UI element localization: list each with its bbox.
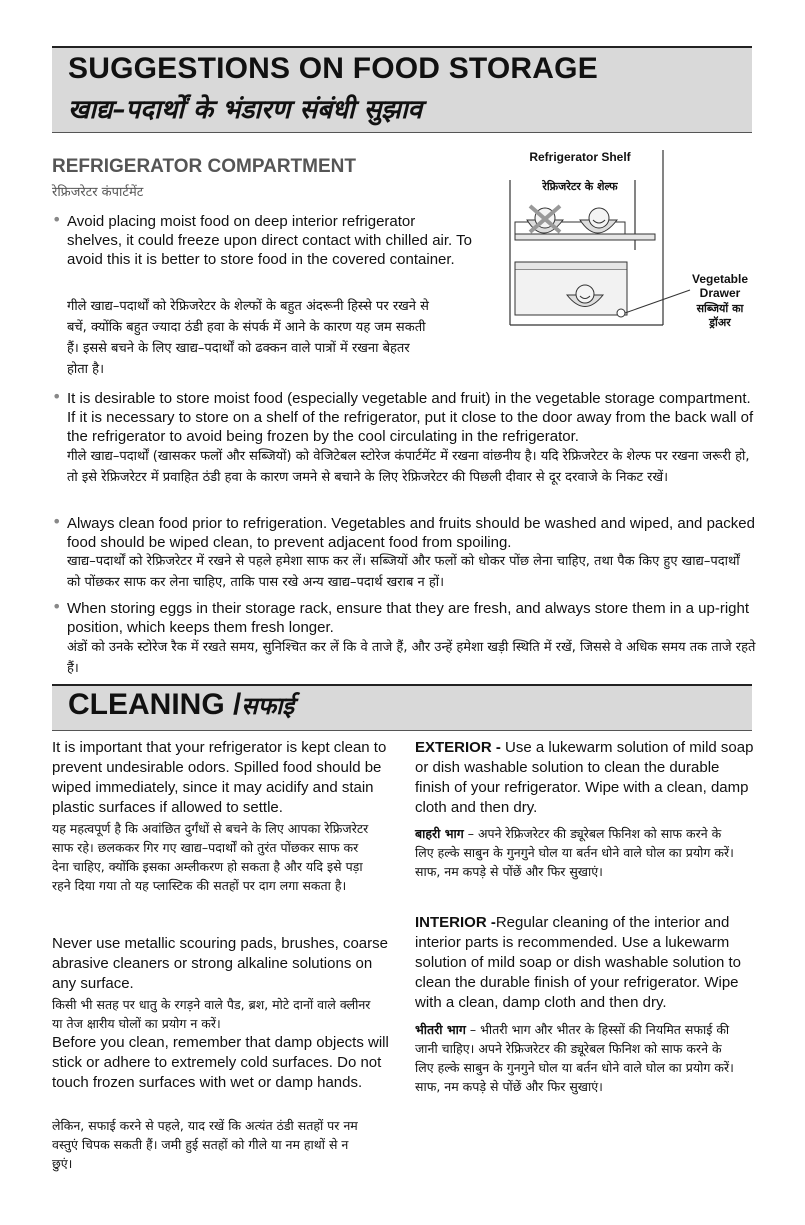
- bullet-2-text: It is desirable to store moist food (especially vegetable and fruit) in the vegetable storage compartment. If it is necessary to store on a shelf of the refrigerator, put it close to the door away from the back wall of the refrigerator to avoid being frozen by the cool circulating in the refrigerator.: [67, 390, 754, 445]
- exterior-text-hindi: – अपने रेफ्रिजरेटर की ड्यूरेबल फिनिश को साफ करने के लिए हल्के साबुन के गुनगुने घोल या बर्तन धोने वाले घोल का प्रयोग करें। साफ, नम कपड़े से पोंछें और फिर सुखाएं।: [415, 826, 734, 879]
- interior-heading: INTERIOR -: [415, 914, 496, 931]
- cleaning-title-hindi: सफाई: [241, 692, 295, 720]
- section-title-hindi: रेफ्रिजरेटर कंपार्टमेंट: [52, 185, 144, 200]
- exterior-heading: EXTERIOR -: [415, 739, 501, 756]
- page-title: SUGGESTIONS ON FOOD STORAGE: [68, 52, 598, 85]
- interior-text: Regular cleaning of the interior and interior parts is recommended. Use a lukewarm solution of mild soap or dish washable solution to clean the durable finish of your refrigerator. Wipe with a clean, damp cloth and then dry.: [415, 914, 742, 1011]
- interior-cleaning-hindi: [415, 1020, 735, 1096]
- food-bowl-icon: [527, 206, 563, 233]
- food-storage-banner: [52, 46, 752, 133]
- bullet-marker: •: [52, 210, 62, 229]
- bullet-marker: •: [52, 387, 62, 406]
- bullet-3-text-hindi: खाद्य–पदार्थों को रेफ्रिजरेटर में रखने से पहले हमेशा साफ कर लें। सब्जियों और फलों को धोकर पोंछ लेना चाहिए, तथा पैक किए हुए खाद्य–पदार्थों को पोंछकर साफ कर लेना चाहिए, ताकि पास रखे अन्य खाद्य–पदार्थ खराब न हों।: [67, 554, 740, 590]
- cleaning-intro-hindi: यह महत्वपूर्ण है कि अवांछित दुर्गंधों से बचने के लिए आपका रेफ्रिजरेटर साफ रहे। छलककर गिर गए खाद्य–पदार्थों को तुरंत पोंछकर साफ कर देना चाहिए, क्योंकि इसका अम्लीकरण हो सकता है और यदि इसे पड़ा रहने दिया गया तो यह प्लास्टिक की सतहों पर दाग लगा सकता है।: [52, 821, 369, 893]
- cleaning-banner: [52, 684, 752, 731]
- frozen-surface-warning: Before you clean, remember that damp objects will stick or adhere to extremely cold surfaces. Do not touch frozen surfaces with wet or damp hands.: [52, 1034, 389, 1091]
- drawer-label: Vegetable Drawer: [691, 272, 749, 300]
- interior-text-hindi: – भीतरी भाग और भीतर के हिस्सों की नियमित सफाई की जानी चाहिए। अपने रेफ्रिजरेटर की ड्यूरेबल फिनिश को साफ करने के लिए हल्के साबुन के गुनगुने घोल या बर्तन धोने वाले घोल का प्रयोग करें। साफ, नम कपड़े से पोंछें और फिर सुखाएं।: [415, 1022, 734, 1094]
- shelf-label-hindi: रेफ्रिजरेटर के शेल्फ: [542, 180, 618, 193]
- exterior-cleaning-hindi: [415, 824, 735, 881]
- bullet-4-text-hindi: अंडों को उनके स्टोरेज रैक में रखते समय, सुनिश्चित कर लें कि वे ताजे हैं, और उन्हें हमेशा खड़ी स्थिति में रखें, जिससे वे अधिक समय तक ताजे रहते हैं।: [67, 640, 756, 676]
- bullet-2-text-hindi: गीले खाद्य–पदार्थों (खासकर फलों और सब्जियों) को वेजिटेबल स्टोरेज कंपार्टमेंट में रखना वांछनीय है। यदि रेफ्रिजरेटर के शेल्फ पर रखना जरूरी हो, तो इसे रेफ्रिजरेटर में प्रवाहित ठंडी हवा के कारण जमने से बचाने के लिए रेफ्रिजरेटर की पिछली दीवार से दूर दरवाजे के निकट रखें।: [67, 449, 750, 485]
- drawer-label-hindi: सब्जियों का ड्रॉअर: [696, 302, 744, 329]
- exterior-text: Use a lukewarm solution of mild soap or dish washable solution to clean the durable finish of your refrigerator. Wipe with a clean, damp cloth and then dry.: [415, 739, 754, 816]
- exterior-heading-hindi: बाहरी भाग: [415, 826, 464, 841]
- bullet-1-text: Avoid placing moist food on deep interior refrigerator shelves, it could freeze upon direct contact with chilled air. To avoid this it is better to store food in the covered container.: [67, 213, 472, 268]
- interior-heading-hindi: भीतरी भाग: [415, 1022, 466, 1037]
- frozen-surface-warning-hindi: लेकिन, सफाई करने से पहले, याद रखें कि अत्यंत ठंडी सतहों पर नम वस्तुएं चिपक सकती हैं। जमी हुई सतहों को गीले या नम हाथों से न छुएं।: [52, 1118, 358, 1171]
- cleaning-intro: It is important that your refrigerator is kept clean to prevent undesirable odors. Spilled food should be wiped immediately, since it may acidify and stain plastic surfaces if allowed to settle.: [52, 739, 387, 816]
- bullet-4-text: When storing eggs in their storage rack, ensure that they are fresh, and always store them in a up-right position, which keeps them fresh longer.: [67, 600, 750, 636]
- exterior-cleaning: [415, 738, 755, 818]
- cleaning-title-en: CLEANING /: [68, 688, 242, 721]
- scouring-warning-hindi: किसी भी सतह पर धातु के रगड़ने वाले पैड, ब्रश, मोटे दानों वाले क्लीनर या तेज क्षारीय घोलों का प्रयोग न करें।: [52, 997, 371, 1031]
- bullet-marker: •: [52, 597, 62, 616]
- page-title-hindi: खाद्य–पदार्थों के भंडारण संबंधी सुझाव: [68, 95, 423, 125]
- bullet-marker: •: [52, 512, 62, 531]
- bullet-3-text: Always clean food prior to refrigeration. Vegetables and fruits should be washed and wiped, and packed food should be wiped clean, to prevent adjacent food from spoiling.: [67, 515, 755, 551]
- section-title: REFRIGERATOR COMPARTMENT: [52, 156, 356, 177]
- scouring-warning: Never use metallic scouring pads, brushes, coarse abrasive cleaners or strong alkaline solutions on any surface.: [52, 935, 388, 992]
- interior-cleaning: [415, 913, 755, 1013]
- fridge-diagram: [505, 150, 755, 340]
- bullet-1-text-hindi: गीले खाद्य–पदार्थों को रेफ्रिजरेटर के शेल्फों के बहुत अंदरूनी हिस्से पर रखने से बचें, क्योंकि बहुत ज्यादा ठंडी हवा के संपर्क में आने के कारण यह जम सकती हैं। इससे बचने के लिए खाद्य–पदार्थों को ढक्कन वाले पात्रों में रखना बेहतर होता है।: [67, 299, 429, 377]
- cleaning-title: [68, 688, 294, 722]
- shelf-label: Refrigerator Shelf: [529, 150, 631, 164]
